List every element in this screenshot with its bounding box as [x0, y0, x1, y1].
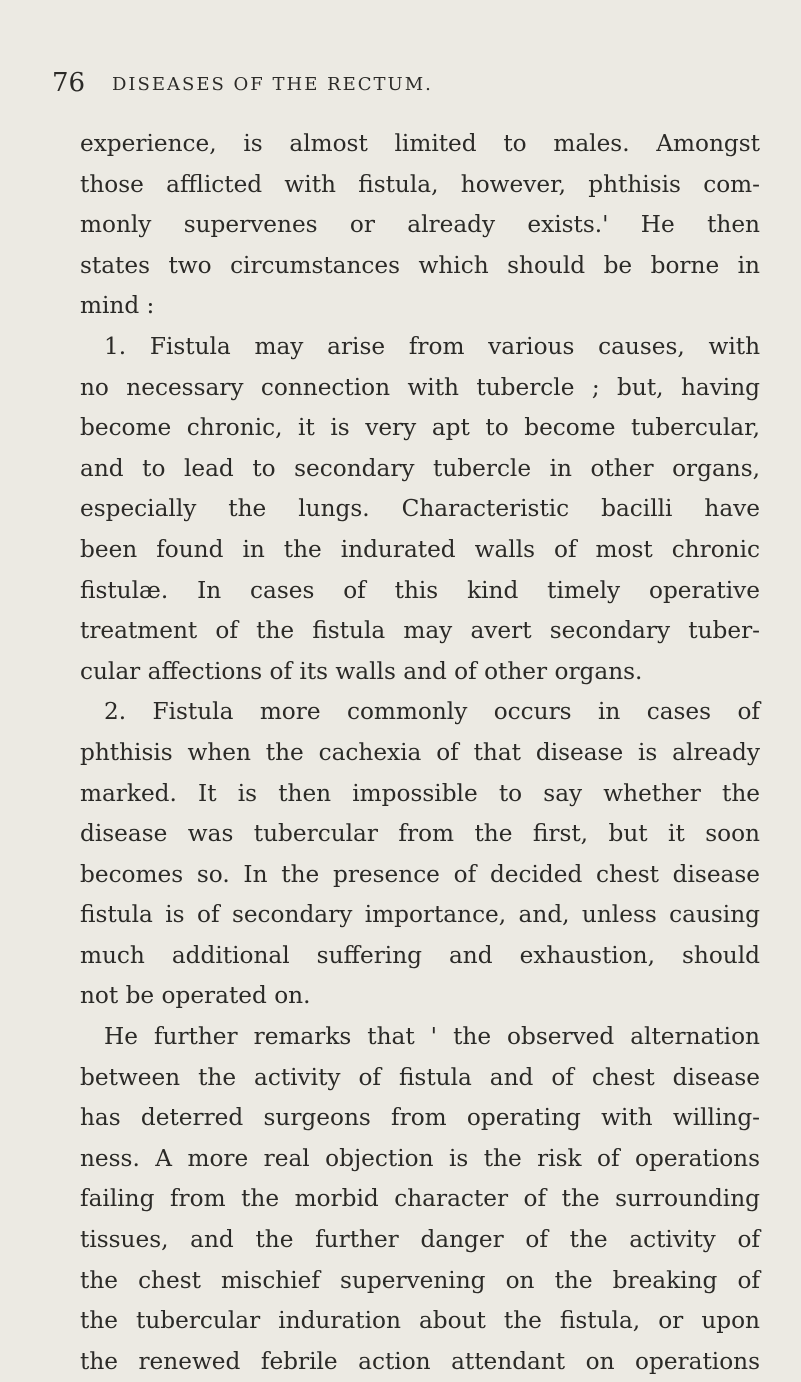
- running-title: DISEASES OF THE RECTUM.: [112, 74, 433, 95]
- text-line: become chronic, it is very apt to become tubercular,: [80, 414, 760, 442]
- text-line: treatment of the fistula may avert secondary tuber-: [80, 617, 760, 645]
- text-line: those afflicted with fistula, however, phthisis com-: [80, 170, 760, 198]
- text-line: has deterred surgeons from operating with willing-: [80, 1104, 760, 1132]
- text-line: not be operated on.: [80, 982, 311, 1010]
- text-line: fistulæ. In cases of this kind timely operative: [80, 576, 760, 604]
- text-line: much additional suffering and exhaustion, should: [80, 941, 760, 969]
- text-line: phthisis when the cachexia of that disease is already: [80, 738, 760, 766]
- text-line: failing from the morbid character of the surrounding: [80, 1185, 760, 1213]
- text-line: been found in the indurated walls of most chronic: [80, 535, 760, 563]
- page-number: 76: [52, 68, 86, 98]
- text-line: cular affections of its walls and of other organs.: [80, 657, 643, 685]
- text-line: monly supervenes or already exists.' He then: [80, 211, 760, 239]
- text-line: tissues, and the further danger of the activity of: [80, 1226, 760, 1254]
- text-line: experience, is almost limited to males. Amongst: [80, 130, 760, 157]
- text-line: no necessary connection with tubercle ; but, having: [80, 373, 760, 401]
- text-line: states two circumstances which should be borne in: [80, 251, 760, 279]
- text-line: 1. Fistula may arise from various causes, with: [104, 332, 760, 360]
- text-line: the tubercular induration about the fistula, or upon: [80, 1307, 760, 1335]
- text-line: mind :: [80, 292, 155, 320]
- text-line: the chest mischief supervening on the breaking of: [80, 1266, 760, 1294]
- text-line: marked. It is then impossible to say whether the: [80, 779, 760, 807]
- text-line: between the activity of fistula and of chest disease: [80, 1063, 760, 1091]
- text-line: ness. A more real objection is the risk of operations: [80, 1144, 760, 1172]
- text-line: He further remarks that ' the observed alternation: [104, 1023, 760, 1051]
- page-header: [0, 68, 801, 104]
- text-line: 2. Fistula more commonly occurs in cases of: [104, 698, 760, 726]
- text-line: fistula is of secondary importance, and, unless causing: [80, 901, 760, 929]
- body-text: [80, 124, 760, 1382]
- text-line: the renewed febrile action attendant on operations: [80, 1347, 760, 1375]
- text-line: disease was tubercular from the first, but it soon: [80, 820, 760, 848]
- text-line: becomes so. In the presence of decided chest disease: [80, 860, 760, 888]
- text-line: especially the lungs. Characteristic bacilli have: [80, 495, 760, 523]
- text-line: and to lead to secondary tubercle in other organs,: [80, 454, 760, 482]
